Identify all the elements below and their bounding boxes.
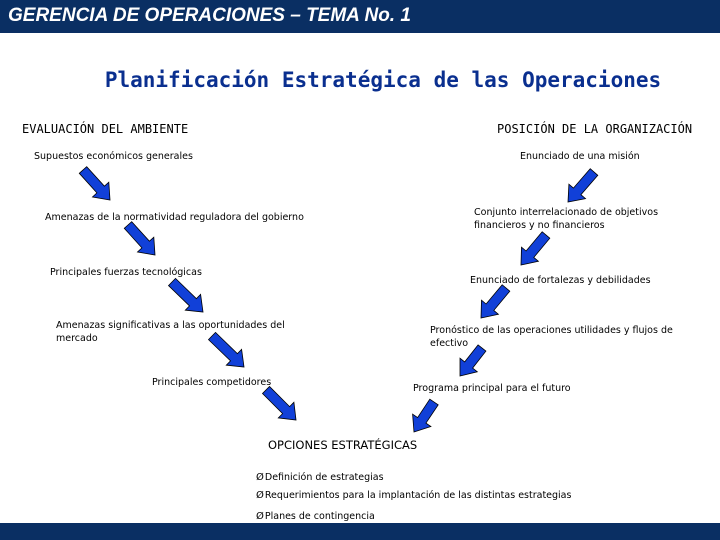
right-item-2: Conjunto interrelacionado de objetivos financieros y no financieros bbox=[474, 207, 659, 231]
arrow-left-5-icon bbox=[263, 387, 297, 421]
right-item-1: Enunciado de una misión bbox=[520, 151, 640, 162]
header-title: GERENCIA DE OPERACIONES – TEMA No. 1 bbox=[8, 5, 411, 26]
left-item-3: Principales fuerzas tecnológicas bbox=[50, 267, 202, 278]
left-item-4: Amenazas significativas a las oportunidades del mercado bbox=[56, 320, 285, 344]
right-item-4: Pronóstico de las operaciones utilidades y flujos de efectivo bbox=[430, 325, 673, 349]
right-column-heading: POSICIÓN DE LA ORGANIZACIÓN bbox=[497, 122, 693, 136]
arrow-right-2-icon bbox=[521, 232, 550, 265]
options-heading: OPCIONES ESTRATÉGICAS bbox=[268, 438, 418, 452]
arrow-left-2-icon bbox=[124, 222, 155, 255]
option-text-3: Planes de contingencia bbox=[264, 511, 375, 522]
right-item-5: Programa principal para el futuro bbox=[413, 383, 571, 394]
arrow-right-3-icon bbox=[481, 285, 510, 318]
left-item-5: Principales competidores bbox=[152, 377, 272, 388]
bullet-icon: Ø bbox=[256, 490, 264, 501]
left-item-2: Amenazas de la normatividad reguladora del gobierno bbox=[45, 212, 304, 223]
left-column-heading: EVALUACIÓN DEL AMBIENTE bbox=[22, 122, 189, 136]
footer-bar bbox=[0, 523, 720, 540]
option-text-2: Requerimientos para la implantación de las distintas estrategias bbox=[264, 490, 572, 501]
arrow-right-1-icon bbox=[568, 169, 598, 202]
bullet-icon: Ø bbox=[256, 472, 264, 483]
arrow-right-5-icon bbox=[413, 399, 439, 432]
option-text-1: Definición de estrategias bbox=[264, 472, 384, 483]
bullet-icon: Ø bbox=[256, 511, 264, 522]
arrow-left-1-icon bbox=[79, 167, 110, 200]
arrow-right-4-icon bbox=[460, 345, 486, 376]
page-title: Planificación Estratégica de las Operaciones bbox=[104, 68, 662, 92]
right-item-3: Enunciado de fortalezas y debilidades bbox=[470, 275, 651, 286]
left-item-1: Supuestos económicos generales bbox=[34, 151, 193, 162]
arrow-left-4-icon bbox=[209, 332, 245, 367]
arrow-left-3-icon bbox=[169, 278, 204, 312]
